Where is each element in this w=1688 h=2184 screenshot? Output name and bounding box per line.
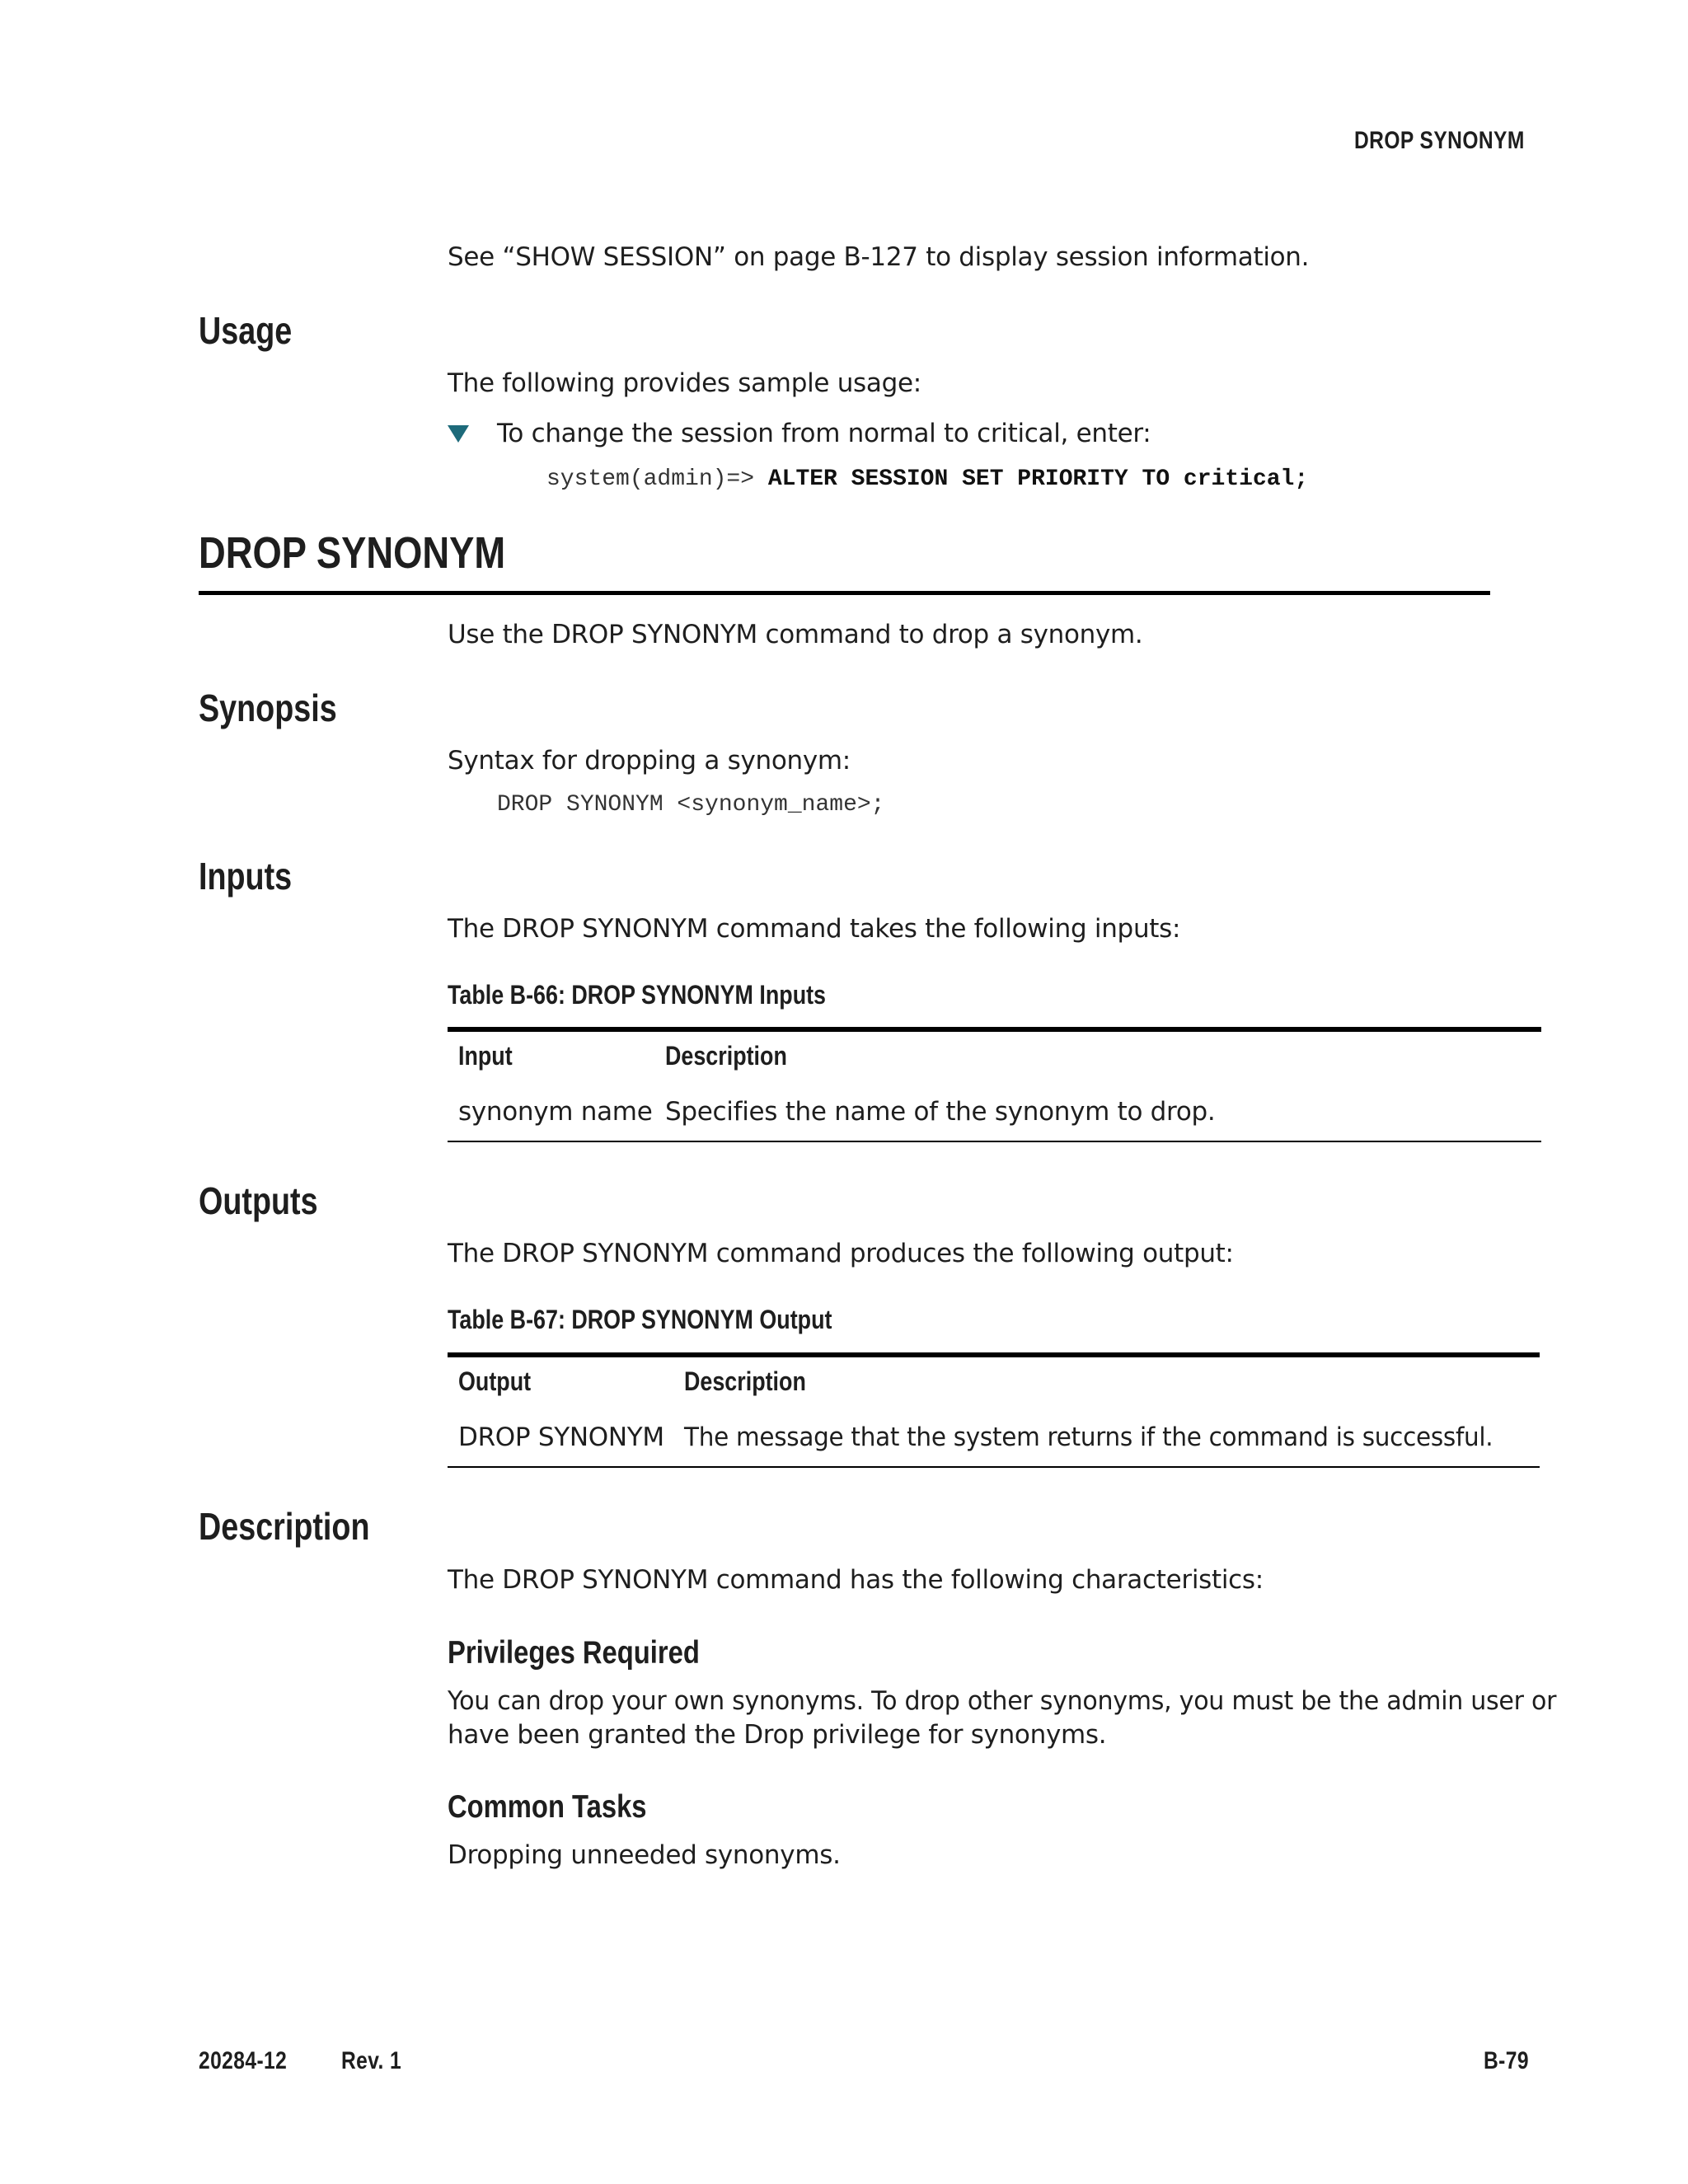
table-header-output: Output <box>458 1366 532 1396</box>
synopsis-code: DROP SYNONYM <synonym_name>; <box>497 792 885 818</box>
footer-revision: Rev. 1 <box>341 2047 402 2074</box>
usage-bullet-text: To change the session from normal to critical, enter: <box>497 419 1151 448</box>
table-cell-description: Specifies the name of the synonym to drop. <box>665 1097 1216 1127</box>
code-command: ALTER SESSION SET PRIORITY TO critical; <box>767 466 1309 492</box>
table-top-rule <box>448 1352 1540 1357</box>
footer-page-number: B-79 <box>1484 2047 1529 2074</box>
outputs-lead-text: The DROP SYNONYM command produces the following output: <box>448 1239 1234 1268</box>
usage-heading: Usage <box>199 309 293 352</box>
privileges-heading: Privileges Required <box>448 1635 700 1671</box>
table-top-rule <box>448 1027 1541 1032</box>
outputs-table-caption: Table B-67: DROP SYNONYM Output <box>448 1305 832 1334</box>
description-heading: Description <box>199 1505 370 1548</box>
common-tasks-heading: Common Tasks <box>448 1789 647 1825</box>
usage-lead-text: The following provides sample usage: <box>448 368 921 398</box>
common-tasks-text: Dropping unneeded synonyms. <box>448 1840 841 1870</box>
table-bottom-rule <box>448 1466 1540 1468</box>
inputs-lead-text: The DROP SYNONYM command takes the following inputs: <box>448 914 1181 944</box>
drop-synonym-intro: Use the DROP SYNONYM command to drop a synonym. <box>448 620 1143 649</box>
bullet-triangle-icon <box>448 425 469 443</box>
table-bottom-rule <box>448 1141 1541 1142</box>
inputs-table-caption: Table B-66: DROP SYNONYM Inputs <box>448 980 827 1010</box>
outputs-heading: Outputs <box>199 1179 318 1222</box>
table-header-input: Input <box>458 1041 513 1071</box>
see-also-text: See “SHOW SESSION” on page B-127 to display session information. <box>448 242 1310 272</box>
table-header-description: Description <box>665 1041 787 1071</box>
inputs-heading: Inputs <box>199 855 293 898</box>
table-header-description: Description <box>684 1366 806 1396</box>
table-cell-output: DROP SYNONYM <box>458 1422 664 1452</box>
title-underline <box>199 591 1490 595</box>
privileges-text-line1: You can drop your own synonyms. To drop other synonyms, you must be the admin user or <box>448 1686 1557 1716</box>
table-cell-description: The message that the system returns if the command is successful. <box>684 1422 1493 1452</box>
running-header-title: DROP SYNONYM <box>1354 127 1525 154</box>
synopsis-heading: Synopsis <box>199 687 337 729</box>
synopsis-lead-text: Syntax for dropping a synonym: <box>448 746 851 776</box>
usage-code-block <box>546 466 1308 492</box>
table-cell-input: synonym name <box>458 1097 653 1127</box>
description-lead-text: The DROP SYNONYM command has the following characteristics: <box>448 1565 1264 1595</box>
footer-doc-number: 20284-12 <box>199 2047 288 2074</box>
code-prompt: system(admin)=> <box>546 466 768 492</box>
privileges-text-line2: have been granted the Drop privilege for synonyms. <box>448 1720 1107 1750</box>
section-title: DROP SYNONYM <box>199 528 506 578</box>
